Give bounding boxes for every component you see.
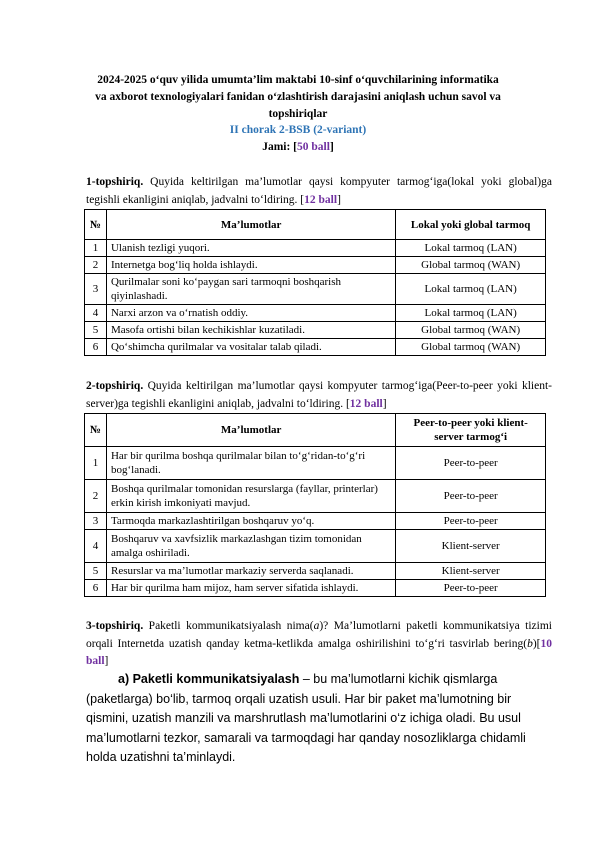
table-row <box>85 513 546 530</box>
task3-prompt <box>86 618 552 671</box>
row-info: Tarmoqda markazlashtirilgan boshqaruv yo‘q. <box>106 513 395 530</box>
row-answer: Peer-to-peer <box>396 513 546 530</box>
row-number: 5 <box>85 563 107 580</box>
row-number: 3 <box>85 274 107 305</box>
task3-label: 3-topshiriq. <box>86 620 144 632</box>
task3-text-a: Paketli kommunikatsiyalash nima( <box>143 620 314 632</box>
row-answer: Peer-to-peer <box>396 480 546 513</box>
column-header-info: Ma’lumotlar <box>106 414 395 447</box>
task2-label: 2-topshiriq. <box>86 380 144 392</box>
row-answer: Global tarmoq (WAN) <box>396 339 546 356</box>
task2-points: 12 ball <box>349 397 383 410</box>
table-row <box>85 580 546 597</box>
row-info: Har bir qurilma boshqa qurilmalar bilan to‘g‘ridan-to‘g‘ri bog‘lanadi. <box>106 447 395 480</box>
row-answer: Klient-server <box>396 530 546 563</box>
row-answer: Peer-to-peer <box>396 580 546 597</box>
document-subtitle: II chorak 2-BSB (2-variant) <box>229 124 367 136</box>
table-row <box>85 563 546 580</box>
answer-text: – bu ma’lumotlarni kichik qismlarga <box>299 672 498 686</box>
total-close: ] <box>329 141 334 153</box>
row-info: Masofa ortishi bilan kechikishlar kuzatiladi. <box>106 322 395 339</box>
task3-close: ] <box>104 655 109 667</box>
row-info: Qo‘shimcha qurilmalar va vositalar talab qiladi. <box>106 339 395 356</box>
row-info: Qurilmalar soni ko‘paygan sari tarmoqni boshqarish qiyinlashadi. <box>106 274 395 305</box>
row-answer: Lokal tarmoq (LAN) <box>396 305 546 322</box>
total-points-value: 50 ball <box>297 141 330 153</box>
column-header-answer: Lokal yoki global tarmoq <box>396 210 546 240</box>
task2-close: ] <box>382 397 387 410</box>
row-number: 4 <box>85 530 107 563</box>
row-info: Resurslar va ma’lumotlar markaziy serverda saqlanadi. <box>106 563 395 580</box>
task2-text: Quyida keltirilgan ma’lumotlar qaysi kompyuter tarmog‘iga(Peer-to-peer yoki klient-server)ga tegishli ekanligini aniqlab, jadvalni to‘ldiring. [ <box>86 380 552 410</box>
table-row <box>85 447 546 480</box>
task1-prompt <box>86 174 552 209</box>
task2-prompt <box>86 378 552 413</box>
row-info: Boshqaruv va xavfsizlik markazlashgan tizim tomonidan amalga oshiriladi. <box>106 530 395 563</box>
total-label: Jami: [ <box>262 141 298 153</box>
row-number: 6 <box>85 339 107 356</box>
answer-line: holda uzatishni ta’minlaydi. <box>86 750 236 764</box>
task1-close: ] <box>337 193 341 206</box>
answer-line <box>86 670 546 690</box>
answer-line: (paketlarga) bo‘lib, tarmoq orqali uzatish usuli. Har bir paket ma’lumotning bir <box>86 691 512 706</box>
title-line: 2024-2025 o‘quv yilida umumta’lim maktabi 10-sinf o‘quvchilarining informatika <box>97 74 499 86</box>
total-points <box>0 141 596 153</box>
answer-lead: a) Paketli kommunikatsiyalash <box>118 672 300 686</box>
row-number: 6 <box>85 580 107 597</box>
answer-line: qismini, uzatish manzili va marshrutlash ma’lumotlarini o‘z ichiga oladi. Bu usul <box>86 711 521 725</box>
row-number: 1 <box>85 240 107 257</box>
column-header-number: № <box>85 210 107 240</box>
document-title <box>60 72 536 123</box>
table-row <box>85 274 546 305</box>
column-header-number: № <box>85 414 107 447</box>
answer-line: ma’lumotlarni tezkor, samarali va tarmoqdagi har qanday nosozliklarga chidamli <box>86 730 526 745</box>
row-answer: Global tarmoq (WAN) <box>396 257 546 274</box>
task3-points: 10 ball <box>86 637 552 667</box>
table-row <box>85 339 546 356</box>
column-header-info: Ma’lumotlar <box>106 210 395 240</box>
table-row <box>85 240 546 257</box>
row-info: Narxi arzon va o‘rnatish oddiy. <box>106 305 395 322</box>
row-number: 1 <box>85 447 107 480</box>
row-answer: Klient-server <box>396 563 546 580</box>
row-number: 2 <box>85 480 107 513</box>
column-header-answer: Peer-to-peer yoki klient-server tarmog‘i <box>396 414 546 447</box>
task3-part-b: b <box>527 637 533 650</box>
task1-label: 1-topshiriq. <box>86 176 144 188</box>
title-line: topshiriqlar <box>268 108 328 120</box>
task2-table <box>84 413 546 597</box>
title-line: va axborot texnologiyalari fanidan o‘zlashtirish darajasini aniqlash uchun savol va <box>95 91 501 103</box>
row-info: Har bir qurilma ham mijoz, ham server sifatida ishlaydi. <box>106 580 395 597</box>
table-row <box>85 530 546 563</box>
task1-table <box>84 209 546 356</box>
task3-text-c: )[ <box>532 637 541 650</box>
row-answer: Lokal tarmoq (LAN) <box>396 240 546 257</box>
table-row <box>85 305 546 322</box>
row-answer: Peer-to-peer <box>396 447 546 480</box>
table-row <box>85 322 546 339</box>
table-header-row <box>85 414 546 447</box>
table-row <box>85 257 546 274</box>
task1-text: Quyida keltirilgan ma’lumotlar qaysi kompyuter tarmog‘iga(lokal yoki global)ga tegishli ekanligini aniqlab, jadvalni to‘ldiring. [ <box>86 176 552 206</box>
row-info: Boshqa qurilmalar tomonidan resurslarga (fayllar, printerlar) erkin kirish imkoniyati mavjud. <box>106 480 395 513</box>
row-answer: Global tarmoq (WAN) <box>396 322 546 339</box>
task1-points: 12 ball <box>304 193 338 206</box>
task3-part-a: a <box>313 620 320 632</box>
row-number: 2 <box>85 257 107 274</box>
row-number: 5 <box>85 322 107 339</box>
row-number: 4 <box>85 305 107 322</box>
row-info: Internetga bog‘liq holda ishlaydi. <box>106 257 395 274</box>
row-info: Ulanish tezligi yuqori. <box>106 240 395 257</box>
task3-answer <box>86 670 546 768</box>
table-row <box>85 480 546 513</box>
row-number: 3 <box>85 513 107 530</box>
row-answer: Lokal tarmoq (LAN) <box>396 274 546 305</box>
table-header-row <box>85 210 546 240</box>
task3-text-b: )? Ma’lumotlarni paketli kommunikatsiya tizimi orqali Internetda uzatish qanday ketma-ketlikda amalga oshirilishini to‘g‘ri tasvirlab bering( <box>86 620 552 650</box>
